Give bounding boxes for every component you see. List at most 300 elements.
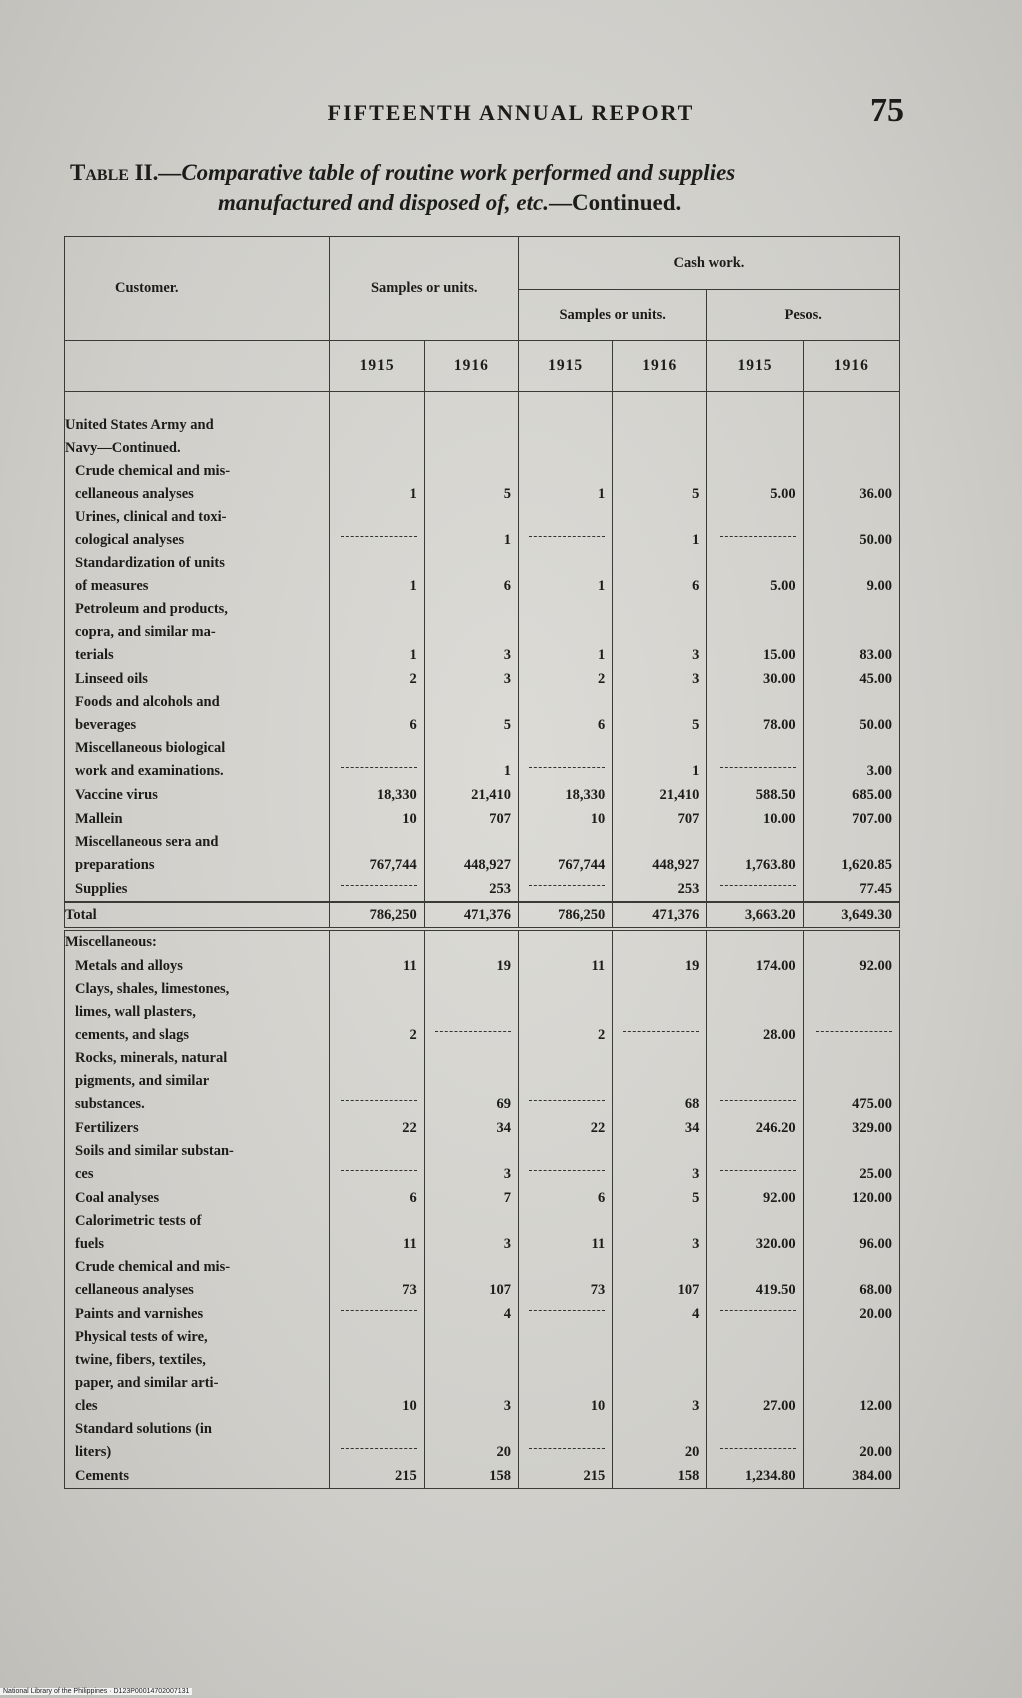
- cell-value: 707.00: [803, 807, 899, 831]
- cell-value: 27.00: [707, 1326, 803, 1418]
- cell-value: [518, 1047, 612, 1116]
- cell-value: [424, 978, 518, 1047]
- row-label-line: Foods and alcohols and: [75, 694, 220, 710]
- header-cash-samples-or-units: Samples or units.: [518, 290, 706, 341]
- row-label-line: cles: [75, 1398, 98, 1414]
- page-number: 75: [870, 92, 904, 129]
- blank-leader: [720, 767, 796, 768]
- cell-value: 21,410: [613, 783, 707, 807]
- cell-value: [803, 392, 899, 461]
- cell-value: 73: [518, 1256, 612, 1302]
- cell-value: 3: [613, 1140, 707, 1186]
- cell-value: 10: [518, 807, 612, 831]
- cell-value: 10: [330, 1326, 424, 1418]
- header-year: 1916: [613, 341, 707, 392]
- cell-value: [707, 1047, 803, 1116]
- row-label-line: Crude chemical and mis-: [75, 1259, 231, 1275]
- blank-leader: [720, 1100, 796, 1101]
- cell-value: 11: [330, 954, 424, 978]
- row-label-line: Coal analyses: [75, 1190, 160, 1206]
- row-label-line: Navy—Continued.: [65, 440, 181, 456]
- header-samples-or-units: Samples or units.: [330, 237, 518, 341]
- cell-value: 11: [330, 1210, 424, 1256]
- cell-value: 107: [613, 1256, 707, 1302]
- cell-value: 786,250: [330, 902, 424, 929]
- cell-value: 475.00: [803, 1047, 899, 1116]
- cell-value: 448,927: [424, 831, 518, 877]
- cell-value: [707, 1140, 803, 1186]
- blank-leader: [341, 1100, 417, 1101]
- table-row: [65, 877, 900, 902]
- blank-leader: [341, 536, 417, 537]
- cell-value: 448,927: [613, 831, 707, 877]
- cell-value: 6: [330, 1186, 424, 1210]
- row-label-line: cements, and slags: [75, 1027, 189, 1043]
- cell-value: 5: [424, 460, 518, 506]
- blank-leader: [720, 885, 796, 886]
- row-label: [65, 1140, 330, 1186]
- cell-value: 1: [424, 737, 518, 783]
- cell-value: [330, 392, 424, 461]
- blank-leader: [529, 885, 605, 886]
- table-caption: [70, 158, 930, 218]
- blank-leader: [816, 1031, 892, 1032]
- cell-value: 34: [424, 1116, 518, 1140]
- blank-leader: [341, 767, 417, 768]
- table-row: [65, 1302, 900, 1326]
- blank-leader: [529, 1310, 605, 1311]
- caption-tail: —Continued.: [548, 190, 682, 215]
- caption-line-1: —Comparative table of routine work performed and supplies: [158, 160, 736, 185]
- cell-value: 5: [424, 691, 518, 737]
- blank-leader: [720, 1310, 796, 1311]
- cell-value: 92.00: [707, 1186, 803, 1210]
- row-label: [65, 807, 330, 831]
- cell-value: [330, 506, 424, 552]
- cell-value: 77.45: [803, 877, 899, 902]
- row-label-line: pigments, and similar: [75, 1073, 210, 1089]
- cell-value: 2: [330, 667, 424, 691]
- row-label-line: Rocks, minerals, natural: [75, 1050, 228, 1066]
- table-row: [65, 1140, 900, 1186]
- row-label: [65, 460, 330, 506]
- cell-value: 73: [330, 1256, 424, 1302]
- cell-value: 120.00: [803, 1186, 899, 1210]
- cell-value: 1: [518, 598, 612, 667]
- table-row: [65, 392, 900, 461]
- cell-value: 50.00: [803, 506, 899, 552]
- cell-value: 6: [613, 552, 707, 598]
- cell-value: 5: [613, 1186, 707, 1210]
- row-label-line: Soils and similar substan-: [75, 1143, 234, 1159]
- cell-value: 68: [613, 1047, 707, 1116]
- blank-leader: [623, 1031, 699, 1032]
- row-label-line: Crude chemical and mis-: [75, 463, 231, 479]
- row-label: [65, 954, 330, 978]
- header-year: 1916: [424, 341, 518, 392]
- row-label-line: copra, and similar ma-: [75, 624, 216, 640]
- table-row: [65, 1210, 900, 1256]
- cell-value: 78.00: [707, 691, 803, 737]
- cell-value: 19: [424, 954, 518, 978]
- cell-value: [707, 929, 803, 954]
- table-row: [65, 1047, 900, 1116]
- cell-value: 3: [613, 667, 707, 691]
- cell-value: [518, 1418, 612, 1464]
- row-label: [65, 1326, 330, 1418]
- cell-value: 1: [613, 506, 707, 552]
- row-label-line: Petroleum and products,: [75, 601, 228, 617]
- cell-value: 3: [613, 1326, 707, 1418]
- cell-value: 10.00: [707, 807, 803, 831]
- row-label-line: Supplies: [75, 881, 128, 897]
- table-row: [65, 460, 900, 506]
- table-row: [65, 1256, 900, 1302]
- cell-value: 34: [613, 1116, 707, 1140]
- row-label-line: work and examinations.: [75, 763, 224, 779]
- cell-value: 83.00: [803, 598, 899, 667]
- cell-value: 107: [424, 1256, 518, 1302]
- cell-value: 786,250: [518, 902, 612, 929]
- cell-value: 1: [613, 737, 707, 783]
- cell-value: 3: [424, 1210, 518, 1256]
- footer-credit: National Library of the Philippines · D123P00014702007131: [0, 1688, 192, 1695]
- blank-leader: [720, 1448, 796, 1449]
- cell-value: 20.00: [803, 1418, 899, 1464]
- cell-value: [330, 1302, 424, 1326]
- table-row: [65, 807, 900, 831]
- cell-value: [707, 1418, 803, 1464]
- blank-leader: [529, 1100, 605, 1101]
- cell-value: [803, 978, 899, 1047]
- table-row: [65, 506, 900, 552]
- cell-value: 6: [518, 691, 612, 737]
- cell-value: 158: [613, 1464, 707, 1489]
- cell-value: 419.50: [707, 1256, 803, 1302]
- blank-leader: [435, 1031, 511, 1032]
- cell-value: 10: [330, 807, 424, 831]
- blank-leader: [341, 1448, 417, 1449]
- row-label-line: Vaccine virus: [75, 787, 158, 803]
- row-label: [65, 978, 330, 1047]
- row-label: [65, 831, 330, 877]
- cell-value: [424, 392, 518, 461]
- row-label-line: terials: [75, 647, 114, 663]
- cell-value: 50.00: [803, 691, 899, 737]
- cell-value: 707: [613, 807, 707, 831]
- row-label: [65, 1210, 330, 1256]
- table-row: [65, 691, 900, 737]
- blank-leader: [341, 1170, 417, 1171]
- cell-value: 18,330: [518, 783, 612, 807]
- row-label-line: preparations: [75, 857, 155, 873]
- cell-value: 3,649.30: [803, 902, 899, 929]
- cell-value: 3: [424, 598, 518, 667]
- row-label-line: liters): [75, 1444, 112, 1460]
- row-label-line: Linseed oils: [75, 671, 148, 687]
- cell-value: 1,763.80: [707, 831, 803, 877]
- header-cash-work: Cash work.: [518, 237, 899, 290]
- cell-value: 5: [613, 460, 707, 506]
- row-label: [65, 1256, 330, 1302]
- cell-value: 1,620.85: [803, 831, 899, 877]
- row-label: [65, 392, 330, 461]
- cell-value: 1: [518, 552, 612, 598]
- blank-leader: [720, 536, 796, 537]
- cell-value: 22: [518, 1116, 612, 1140]
- cell-value: 1: [424, 506, 518, 552]
- cell-value: 20.00: [803, 1302, 899, 1326]
- cell-value: 3: [424, 1140, 518, 1186]
- row-label: [65, 598, 330, 667]
- cell-value: 3,663.20: [707, 902, 803, 929]
- cell-value: 2: [518, 978, 612, 1047]
- cell-value: 25.00: [803, 1140, 899, 1186]
- table-row: [65, 737, 900, 783]
- row-label-line: Fertilizers: [75, 1120, 139, 1136]
- routine-work-table: [64, 236, 900, 1489]
- table-row: [65, 831, 900, 877]
- table-row: [65, 954, 900, 978]
- cell-value: 588.50: [707, 783, 803, 807]
- blank-leader: [341, 885, 417, 886]
- cell-value: [613, 392, 707, 461]
- cell-value: 69: [424, 1047, 518, 1116]
- blank-leader: [529, 1448, 605, 1449]
- running-head: FIFTEENTH ANNUAL REPORT: [327, 100, 695, 125]
- cell-value: [330, 1418, 424, 1464]
- row-label: [65, 737, 330, 783]
- cell-value: 1: [330, 598, 424, 667]
- row-label-line: Total: [65, 907, 97, 923]
- cell-value: 6: [518, 1186, 612, 1210]
- cell-value: 471,376: [613, 902, 707, 929]
- table-row: [65, 1116, 900, 1140]
- table-row: [65, 667, 900, 691]
- row-label: [65, 902, 330, 929]
- cell-value: 1: [518, 460, 612, 506]
- cell-value: 3: [613, 598, 707, 667]
- row-label: [65, 1116, 330, 1140]
- cell-value: [707, 506, 803, 552]
- cell-value: [330, 877, 424, 902]
- row-label-line: Miscellaneous biological: [75, 740, 226, 756]
- cell-value: 5.00: [707, 460, 803, 506]
- row-label-line: Miscellaneous:: [65, 934, 157, 950]
- table-row: [65, 598, 900, 667]
- cell-value: 30.00: [707, 667, 803, 691]
- cell-value: 6: [424, 552, 518, 598]
- cell-value: 3.00: [803, 737, 899, 783]
- row-label-line: beverages: [75, 717, 137, 733]
- row-label: [65, 1418, 330, 1464]
- row-label: [65, 1186, 330, 1210]
- cell-value: [518, 392, 612, 461]
- row-label-line: fuels: [75, 1236, 104, 1252]
- row-label: [65, 1047, 330, 1116]
- row-label: [65, 506, 330, 552]
- cell-value: [330, 737, 424, 783]
- blank-leader: [529, 536, 605, 537]
- cell-value: 21,410: [424, 783, 518, 807]
- cell-value: [518, 506, 612, 552]
- row-label: [65, 552, 330, 598]
- row-label: [65, 691, 330, 737]
- row-label-line: Miscellaneous sera and: [75, 834, 219, 850]
- cell-value: 10: [518, 1326, 612, 1418]
- cell-value: 3: [613, 1210, 707, 1256]
- cell-value: [330, 929, 424, 954]
- cell-value: 3: [424, 1326, 518, 1418]
- row-label-line: substances.: [75, 1096, 145, 1112]
- cell-value: [330, 1140, 424, 1186]
- header-customer: Customer.: [65, 237, 330, 341]
- row-label-line: paper, and similar arti-: [75, 1375, 219, 1391]
- row-label-line: Urines, clinical and toxi-: [75, 509, 227, 525]
- header-year: 1916: [803, 341, 899, 392]
- cell-value: 20: [424, 1418, 518, 1464]
- cell-value: [613, 978, 707, 1047]
- cell-value: 19: [613, 954, 707, 978]
- cell-value: 4: [424, 1302, 518, 1326]
- cell-value: 158: [424, 1464, 518, 1489]
- cell-value: 215: [518, 1464, 612, 1489]
- cell-value: 5.00: [707, 552, 803, 598]
- row-label-line: Mallein: [75, 811, 123, 827]
- cell-value: 707: [424, 807, 518, 831]
- cell-value: 3: [424, 667, 518, 691]
- cell-value: 1: [330, 460, 424, 506]
- caption-lead: Table II.: [70, 160, 159, 185]
- cell-value: 11: [518, 954, 612, 978]
- cell-value: [803, 929, 899, 954]
- header-year: 1915: [518, 341, 612, 392]
- row-label-line: Paints and varnishes: [75, 1306, 204, 1322]
- row-label-line: Physical tests of wire,: [75, 1329, 208, 1345]
- row-label-line: ces: [75, 1166, 94, 1182]
- row-label-line: Metals and alloys: [75, 958, 183, 974]
- table-row: [65, 552, 900, 598]
- row-label-line: of measures: [75, 578, 149, 594]
- blank-leader: [529, 1170, 605, 1171]
- cell-value: 2: [330, 978, 424, 1047]
- cell-value: 36.00: [803, 460, 899, 506]
- cell-value: 384.00: [803, 1464, 899, 1489]
- cell-value: 2: [518, 667, 612, 691]
- cell-value: 18,330: [330, 783, 424, 807]
- cell-value: 685.00: [803, 783, 899, 807]
- row-label-line: twine, fibers, textiles,: [75, 1352, 206, 1368]
- table-body: [65, 392, 900, 1489]
- row-label: [65, 1302, 330, 1326]
- cell-value: 253: [613, 877, 707, 902]
- cell-value: 12.00: [803, 1326, 899, 1418]
- cell-value: [424, 929, 518, 954]
- cell-value: 45.00: [803, 667, 899, 691]
- row-label: [65, 783, 330, 807]
- table-row: [65, 1326, 900, 1418]
- cell-value: [707, 1302, 803, 1326]
- cell-value: 22: [330, 1116, 424, 1140]
- row-label: [65, 929, 330, 954]
- cell-value: 1,234.80: [707, 1464, 803, 1489]
- cell-value: 15.00: [707, 598, 803, 667]
- table-row: [65, 929, 900, 954]
- row-label-line: cellaneous analyses: [75, 1282, 194, 1298]
- cell-value: [518, 929, 612, 954]
- cell-value: [518, 1302, 612, 1326]
- cell-value: 253: [424, 877, 518, 902]
- cell-value: [707, 392, 803, 461]
- row-label-line: Cements: [75, 1468, 129, 1484]
- table-row: [65, 1418, 900, 1464]
- cell-value: 1: [330, 552, 424, 598]
- cell-value: 767,744: [330, 831, 424, 877]
- table-row: [65, 1464, 900, 1489]
- cell-value: [330, 1047, 424, 1116]
- table-row: [65, 902, 900, 929]
- cell-value: 20: [613, 1418, 707, 1464]
- cell-value: 96.00: [803, 1210, 899, 1256]
- table-row: [65, 1186, 900, 1210]
- cell-value: 9.00: [803, 552, 899, 598]
- cell-value: 471,376: [424, 902, 518, 929]
- blank-leader: [529, 767, 605, 768]
- cell-value: [707, 737, 803, 783]
- header-pesos: Pesos.: [707, 290, 900, 341]
- cell-value: 329.00: [803, 1116, 899, 1140]
- row-label-line: cological analyses: [75, 532, 185, 548]
- cell-value: 92.00: [803, 954, 899, 978]
- caption-line-2: manufactured and disposed of, etc.: [218, 190, 549, 215]
- blank-leader: [720, 1170, 796, 1171]
- cell-value: 6: [330, 691, 424, 737]
- cell-value: [707, 877, 803, 902]
- header-year: 1915: [330, 341, 424, 392]
- blank-leader: [341, 1310, 417, 1311]
- row-label: [65, 1464, 330, 1489]
- row-label-line: Standard solutions (in: [75, 1421, 212, 1437]
- cell-value: 4: [613, 1302, 707, 1326]
- cell-value: [518, 877, 612, 902]
- row-label-line: cellaneous analyses: [75, 486, 194, 502]
- row-label-line: Standardization of units: [75, 555, 225, 571]
- cell-value: 767,744: [518, 831, 612, 877]
- cell-value: 7: [424, 1186, 518, 1210]
- cell-value: 5: [613, 691, 707, 737]
- cell-value: 68.00: [803, 1256, 899, 1302]
- cell-value: 215: [330, 1464, 424, 1489]
- cell-value: 320.00: [707, 1210, 803, 1256]
- cell-value: [518, 737, 612, 783]
- header-year: 1915: [707, 341, 803, 392]
- table-row: [65, 978, 900, 1047]
- row-label: [65, 877, 330, 902]
- cell-value: [518, 1140, 612, 1186]
- cell-value: 11: [518, 1210, 612, 1256]
- row-label-line: Clays, shales, limestones,: [75, 981, 230, 997]
- cell-value: 174.00: [707, 954, 803, 978]
- cell-value: 246.20: [707, 1116, 803, 1140]
- header-blank: [65, 341, 330, 392]
- row-label-line: Calorimetric tests of: [75, 1213, 202, 1229]
- cell-value: [613, 929, 707, 954]
- row-label-line: limes, wall plasters,: [75, 1004, 196, 1020]
- row-label: [65, 667, 330, 691]
- table-row: [65, 783, 900, 807]
- row-label-line: United States Army and: [65, 417, 214, 433]
- cell-value: 28.00: [707, 978, 803, 1047]
